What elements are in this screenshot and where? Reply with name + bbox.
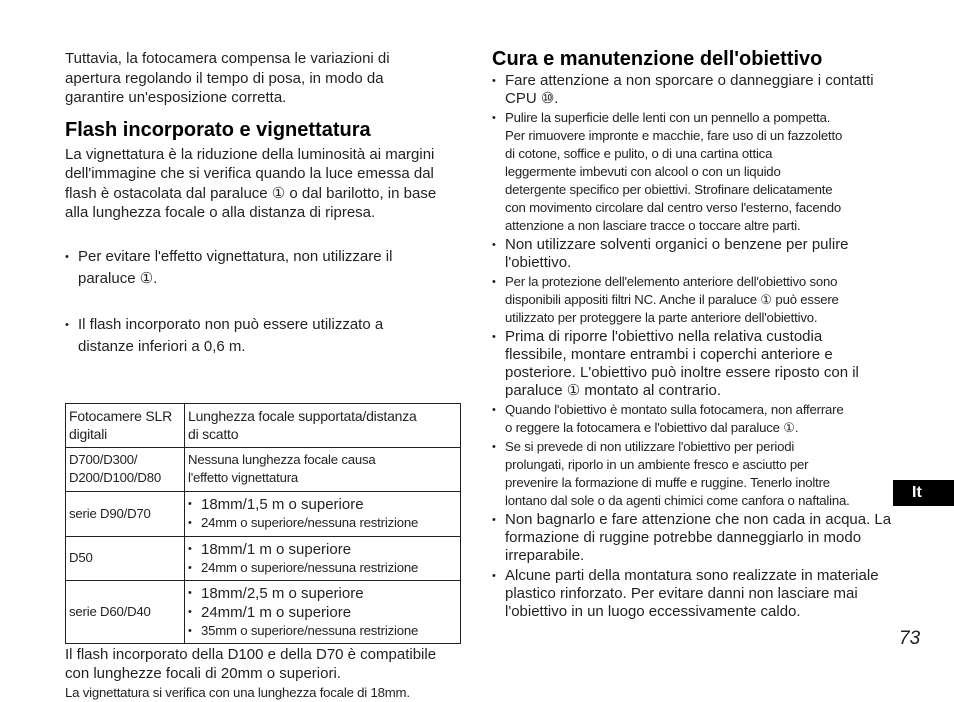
list-item: • Il flash incorporato non può essere utilizzato a distanze inferiori a 0,6 m.	[65, 314, 465, 358]
list-item: • Non bagnarlo e fare attenzione che non cada in acqua. La formazione di ruggine potrebbe danneggiarlo in modo irreparabile.	[492, 511, 892, 565]
list-item: • 24mm o superiore/nessuna restrizione	[188, 514, 457, 532]
list-item: • 18mm/1,5 m o superiore	[188, 495, 457, 514]
list-item: • 18mm/1 m o superiore	[188, 540, 457, 559]
intro-paragraph: Tuttavia, la fotocamera compensa le variazioni di apertura regolando il tempo di posa, in modo da garantire un'esposizione corretta.	[65, 50, 390, 106]
table-cell	[185, 580, 461, 643]
list-item: • Quando l'obiettivo è montato sulla fotocamera, non afferrare o reggere la fotocamera e l'obiettivo dal paraluce ①.	[492, 401, 892, 437]
compatibility-paragraph: Il flash incorporato della D100 e della D70 è compatibile con lunghezze focali di 20mm o superiori.	[65, 645, 437, 682]
table-cell: D700/D300/ D200/D100/D80	[66, 447, 185, 491]
list-item: • 35mm o superiore/nessuna restrizione	[188, 622, 457, 640]
list-item: • Se si prevede di non utilizzare l'obiettivo per periodi prolungati, riporlo in un ambiente fresco e asciutto per prevenire la formazione di muffe e ruggine. Tenerlo inoltre lontano dal sole o da agenti chimici come canfora o naftalina.	[492, 438, 892, 510]
table-row	[66, 580, 461, 643]
table-header: Fotocamere SLR digitali	[66, 403, 185, 447]
table-header-row	[66, 403, 461, 447]
table-row	[66, 536, 461, 580]
table-row	[66, 491, 461, 536]
table-cell: serie D90/D70	[66, 491, 185, 536]
section-heading-flash: Flash incorporato e vignettatura	[65, 118, 371, 141]
note-text: La vignettatura si verifica con una lunghezza focale di 18mm.	[65, 684, 410, 700]
table-header: Lunghezza focale supportata/distanza di scatto	[185, 403, 461, 447]
table-cell: Nessuna lunghezza focale causa l'effetto vignettatura	[185, 447, 461, 491]
page-number: 73	[899, 628, 921, 649]
vignetting-table	[65, 403, 461, 644]
list-item: • 24mm/1 m o superiore	[188, 603, 457, 622]
table-cell	[185, 536, 461, 580]
list-item: • Prima di riporre l'obiettivo nella relativa custodia flessibile, montare entrambi i coperchi anteriore e posteriore. L'obiettivo può inoltre essere riposto con il paraluce ① montato al contrario.	[492, 328, 892, 400]
table-cell: D50	[66, 536, 185, 580]
list-item: • Per la protezione dell'elemento anteriore dell'obiettivo sono disponibili appositi filtri NC. Anche il paraluce ① può essere utilizzato per proteggere la parte anteriore dell'obiettivo.	[492, 273, 892, 327]
flash-paragraph: La vignettatura è la riduzione della luminosità ai margini dell'immagine che si verifica quando la luce emessa dal flash è ostacolata dal paraluce ① o dal barilotto, in base alla lunghezza focale o alla distanza di ripresa.	[65, 145, 437, 221]
list-item: • Fare attenzione a non sporcare o danneggiare i contatti CPU ⑩.	[492, 72, 892, 108]
list-item: • Pulire la superficie delle lenti con un pennello a pompetta. Per rimuovere impronte e macchie, fare uso di un fazzoletto di cotone, soffice e pulito, o di una cartina ottica leggermente imbevuti con alcool o con un liquido detergente specifico per obiettivi. Strofinare delicatamente con movimento circolare dal centro verso l'esterno, facendo attenzione a non lasciare tracce o toccare altre parti.	[492, 109, 892, 235]
list-item: • 24mm o superiore/nessuna restrizione	[188, 559, 457, 577]
section-heading-care: Cura e manutenzione dell'obiettivo	[492, 48, 823, 70]
table-cell: serie D60/D40	[66, 580, 185, 643]
table-cell	[185, 491, 461, 536]
list-item: • Per evitare l'effetto vignettatura, non utilizzare il paraluce ①.	[65, 246, 465, 290]
table-row	[66, 447, 461, 491]
list-item: • Non utilizzare solventi organici o benzene per pulire l'obiettivo.	[492, 236, 892, 272]
right-column	[492, 47, 892, 621]
left-column	[65, 49, 465, 702]
list-item: • 18mm/2,5 m o superiore	[188, 584, 457, 603]
language-tab: It	[893, 480, 954, 506]
list-item: • Alcune parti della montatura sono realizzate in materiale plastico rinforzato. Per evitare danni non lasciare mai l'obiettivo in un luogo eccessivamente caldo.	[492, 567, 892, 621]
